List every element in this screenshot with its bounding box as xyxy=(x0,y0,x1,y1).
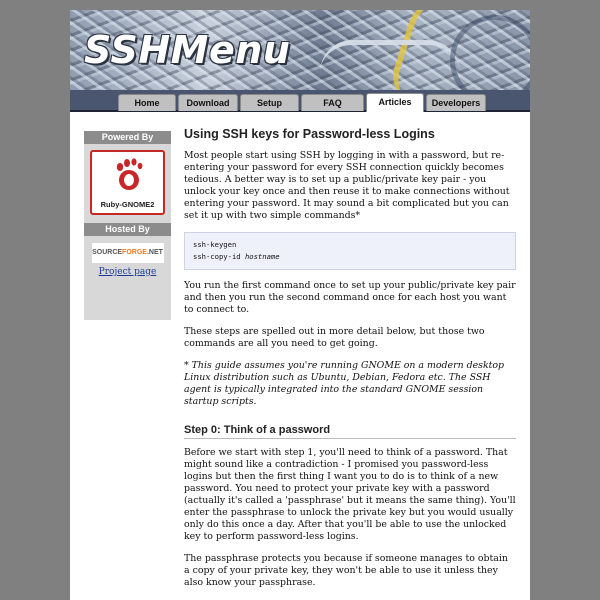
code-line-ssh-keygen: ssh-keygen xyxy=(193,240,237,249)
explanation-paragraph: You run the first command once to set up your public/private key pair and then you run the second command once for each host you want to connect to. xyxy=(184,280,516,315)
tab-setup[interactable]: Setup xyxy=(240,94,299,111)
tab-home[interactable]: Home xyxy=(118,94,176,111)
intro-paragraph: Most people start using SSH by logging in with a password, but re-entering your password for every SSH connection quickly becomes tedious. A better way is to set up a public/private key pair - you unlock your key once and then reuse it to make connections without entering your password. It may sound a bit complicated but you can set it up with two simple commands* xyxy=(184,150,510,221)
code-block xyxy=(184,232,516,270)
tab-download[interactable]: Download xyxy=(178,94,238,111)
step0-heading: Step 0: Think of a password xyxy=(184,424,516,439)
sourceforge-logo-forge: FORGE xyxy=(122,249,147,256)
cable-decoration xyxy=(320,40,460,90)
footnote-paragraph: * This guide assumes you're running GNOME on a modern desktop Linux distribution such as Ubuntu, Debian, Fedora etc. The SSH agent is typically integrated into the standard GNOME session startup scripts. xyxy=(184,360,505,407)
project-page-link[interactable]: Project page xyxy=(98,267,157,277)
site-logo[interactable]: SSHMenu xyxy=(84,28,291,72)
article-title: Using SSH keys for Password-less Logins xyxy=(184,127,435,141)
tab-articles[interactable]: Articles xyxy=(366,93,424,112)
summary-paragraph: These steps are spelled out in more detail below, but those two commands are all you need to get going. xyxy=(184,326,485,349)
article-content xyxy=(184,128,516,599)
sidebar xyxy=(84,131,171,320)
sourceforge-logo[interactable] xyxy=(92,243,164,263)
site-banner xyxy=(70,10,530,90)
hosted-by-heading: Hosted By xyxy=(84,223,171,236)
tab-faq[interactable]: FAQ xyxy=(301,94,364,111)
ruby-gnome2-logo[interactable] xyxy=(90,150,165,215)
code-command: ssh-copy-id xyxy=(193,252,245,261)
code-line-ssh-copy-id xyxy=(193,251,507,263)
sourceforge-logo-prefix: SOURCE xyxy=(92,249,123,256)
code-argument: hostname xyxy=(244,252,280,261)
step0-paragraph-2: The passphrase protects you because if someone manages to obtain a copy of your private key, they won't be able to use it unless they also know your passphrase. xyxy=(184,553,508,588)
page-container xyxy=(70,10,530,600)
sourceforge-logo-suffix: .NET xyxy=(146,249,163,256)
ruby-gnome2-label: Ruby-GNOME2 xyxy=(100,200,155,209)
powered-by-heading: Powered By xyxy=(84,131,171,144)
tab-developers[interactable]: Developers xyxy=(426,94,486,111)
gnome-foot-icon xyxy=(111,156,145,192)
step0-paragraph-1: Before we start with step 1, you'll need to think of a password. That might sound like a contradiction - I promised you password-less logins but then the first thing I want you to do is to think of a new password. You need to protect your private key with a password (actually it's called a 'passphrase' but it means the same thing). You'll enter the passphrase to unlock the private key but you would usually only do this once a day. After that you'll be able to use the unlocked key to perform password-less logins. xyxy=(184,447,516,542)
